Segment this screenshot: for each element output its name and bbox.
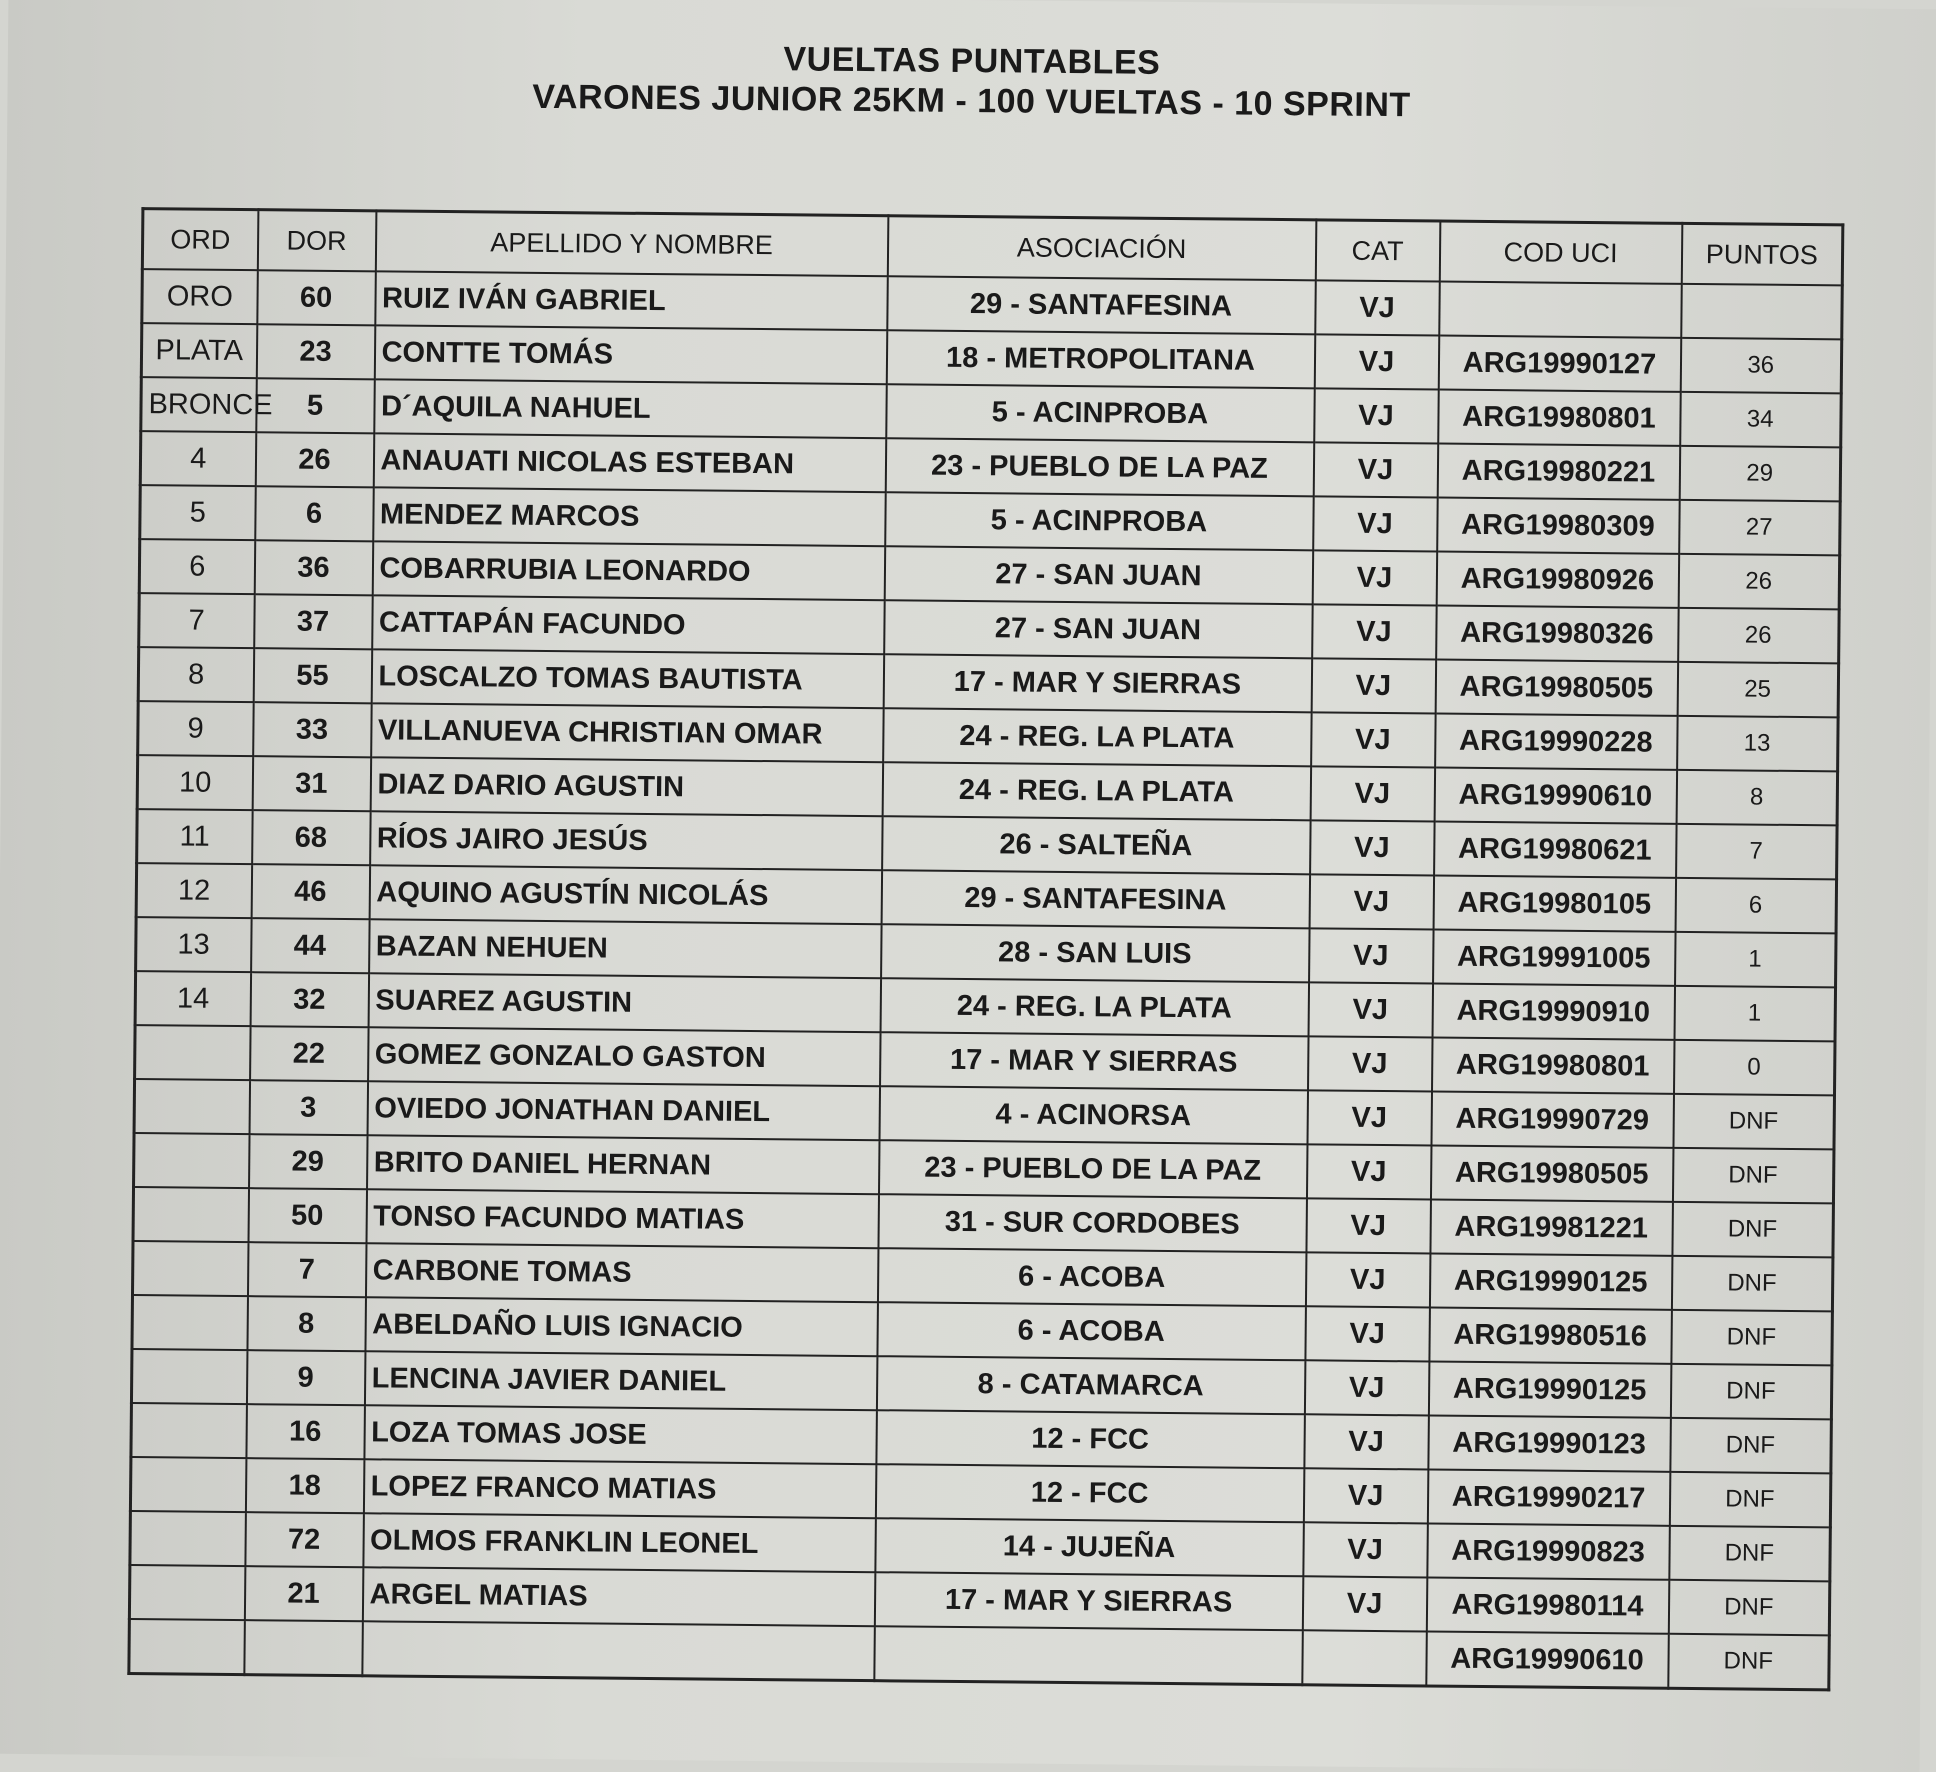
header-cat: CAT: [1315, 220, 1440, 282]
cell-cod-uci: ARG19980105: [1433, 876, 1676, 932]
cell-ord: 10: [137, 755, 253, 810]
cell-puntos: DNF: [1668, 1580, 1830, 1636]
cell-dor: 21: [244, 1566, 363, 1621]
cell-name: CARBONE TOMAS: [365, 1243, 877, 1302]
cell-puntos: DNF: [1672, 1148, 1834, 1204]
cell-name: RUIZ IVÁN GABRIEL: [375, 271, 887, 330]
cell-ord: 14: [135, 971, 251, 1026]
cell-dor: 16: [246, 1404, 365, 1459]
cell-dor: 22: [250, 1026, 369, 1081]
cell-dor: 26: [255, 432, 374, 487]
cell-puntos: DNF: [1670, 1418, 1832, 1474]
cell-dor: 31: [252, 756, 371, 811]
cell-name: [362, 1621, 874, 1680]
cell-ord: BRONCE: [141, 377, 257, 432]
cell-puntos: 6: [1675, 878, 1837, 934]
cell-puntos: DNF: [1668, 1634, 1830, 1690]
cell-asociacion: 4 - ACINORSA: [879, 1086, 1307, 1144]
header-cod-uci: COD UCI: [1439, 221, 1682, 284]
cell-cod-uci: ARG19980926: [1436, 552, 1679, 608]
cell-asociacion: 28 - SAN LUIS: [881, 924, 1309, 982]
cell-cod-uci: ARG19990125: [1429, 1253, 1672, 1309]
cell-cat: [1302, 1630, 1427, 1686]
cell-cat: VJ: [1313, 496, 1438, 551]
cell-asociacion: [874, 1626, 1303, 1685]
cell-ord: 6: [139, 539, 255, 594]
cell-asociacion: 23 - PUEBLO DE LA PAZ: [878, 1140, 1306, 1198]
cell-cod-uci: ARG19981221: [1430, 1199, 1673, 1255]
cell-puntos: DNF: [1673, 1094, 1835, 1150]
cell-asociacion: 5 - ACINPROBA: [886, 384, 1314, 442]
cell-asociacion: 24 - REG. LA PLATA: [880, 978, 1308, 1036]
cell-cod-uci: ARG19980801: [1438, 390, 1681, 446]
cell-asociacion: 8 - CATAMARCA: [876, 1356, 1304, 1414]
cell-name: CATTAPÁN FACUNDO: [372, 595, 884, 654]
cell-dor: 68: [252, 810, 371, 865]
cell-cat: VJ: [1304, 1414, 1429, 1469]
cell-cod-uci: ARG19990127: [1438, 336, 1681, 392]
cell-dor: 5: [256, 378, 375, 433]
cell-ord: 5: [140, 485, 256, 540]
cell-cat: VJ: [1315, 280, 1440, 335]
cell-asociacion: 23 - PUEBLO DE LA PAZ: [885, 438, 1313, 496]
cell-cat: VJ: [1307, 1090, 1432, 1145]
cell-ord: [129, 1619, 245, 1675]
cell-dor: 44: [251, 918, 370, 973]
cell-asociacion: 5 - ACINPROBA: [885, 492, 1313, 550]
cell-ord: 12: [136, 863, 252, 918]
cell-cat: VJ: [1303, 1522, 1428, 1577]
cell-cod-uci: ARG19990125: [1428, 1361, 1671, 1417]
cell-asociacion: 17 - MAR Y SIERRAS: [880, 1032, 1308, 1090]
cell-cat: VJ: [1305, 1252, 1430, 1307]
cell-asociacion: 24 - REG. LA PLATA: [882, 762, 1310, 820]
cell-name: LOSCALZO TOMAS BAUTISTA: [371, 649, 883, 708]
cell-asociacion: 18 - METROPOLITANA: [886, 330, 1314, 388]
cell-dor: 18: [245, 1458, 364, 1513]
cell-asociacion: 17 - MAR Y SIERRAS: [874, 1572, 1302, 1630]
cell-puntos: DNF: [1671, 1310, 1833, 1366]
cell-cod-uci: ARG19990610: [1434, 768, 1677, 824]
cell-ord: [135, 1025, 251, 1080]
cell-cat: VJ: [1314, 388, 1439, 443]
cell-cod-uci: ARG19990910: [1432, 984, 1675, 1040]
cell-cod-uci: ARG19990729: [1431, 1091, 1674, 1147]
cell-puntos: 26: [1678, 608, 1840, 664]
cell-ord: [132, 1241, 248, 1296]
cell-cat: VJ: [1309, 928, 1434, 983]
cell-name: VILLANUEVA CHRISTIAN OMAR: [371, 703, 883, 762]
cell-cod-uci: ARG19991005: [1433, 930, 1676, 986]
cell-asociacion: 27 - SAN JUAN: [884, 600, 1312, 658]
cell-ord: PLATA: [141, 323, 257, 378]
cell-asociacion: 27 - SAN JUAN: [884, 546, 1312, 604]
cell-asociacion: 26 - SALTEÑA: [882, 816, 1310, 874]
cell-cat: VJ: [1312, 550, 1437, 605]
cell-puntos: 7: [1676, 824, 1838, 880]
cell-cod-uci: [1439, 282, 1682, 338]
cell-asociacion: 24 - REG. LA PLATA: [883, 708, 1311, 766]
cell-puntos: 8: [1676, 770, 1838, 826]
cell-cod-uci: ARG19980505: [1435, 660, 1678, 716]
cell-cat: VJ: [1304, 1360, 1429, 1415]
cell-dor: 37: [254, 594, 373, 649]
cell-name: MENDEZ MARCOS: [373, 487, 885, 546]
cell-ord: [132, 1295, 248, 1350]
cell-puntos: DNF: [1671, 1256, 1833, 1312]
cell-cod-uci: ARG19980621: [1434, 822, 1677, 878]
results-table: [127, 207, 1844, 1691]
cell-ord: 11: [137, 809, 253, 864]
cell-dor: 33: [253, 702, 372, 757]
cell-name: TONSO FACUNDO MATIAS: [366, 1189, 878, 1248]
cell-cat: VJ: [1302, 1576, 1427, 1631]
cell-dor: [244, 1620, 363, 1676]
cell-ord: 13: [136, 917, 252, 972]
cell-dor: 9: [246, 1350, 365, 1405]
cell-dor: 60: [257, 270, 376, 325]
cell-dor: 32: [250, 972, 369, 1027]
cell-cat: VJ: [1309, 874, 1434, 929]
cell-cod-uci: ARG19990610: [1426, 1631, 1669, 1688]
cell-name: ARGEL MATIAS: [362, 1567, 874, 1626]
cell-cod-uci: ARG19990217: [1427, 1469, 1670, 1525]
cell-dor: 55: [253, 648, 372, 703]
cell-cat: VJ: [1314, 334, 1439, 389]
cell-cat: VJ: [1313, 442, 1438, 497]
cell-ord: [131, 1403, 247, 1458]
cell-cod-uci: ARG19980505: [1430, 1145, 1673, 1201]
cell-cod-uci: ARG19980309: [1437, 498, 1680, 554]
cell-puntos: 36: [1680, 338, 1842, 394]
cell-name: BAZAN NEHUEN: [369, 919, 881, 978]
cell-dor: 50: [248, 1188, 367, 1243]
cell-puntos: DNF: [1669, 1472, 1831, 1528]
cell-cod-uci: ARG19990123: [1428, 1415, 1671, 1471]
cell-ord: [134, 1133, 250, 1188]
cell-cod-uci: ARG19980221: [1437, 444, 1680, 500]
cell-dor: 6: [255, 486, 374, 541]
cell-name: LOPEZ FRANCO MATIAS: [363, 1459, 875, 1518]
cell-dor: 23: [256, 324, 375, 379]
cell-asociacion: 12 - FCC: [876, 1410, 1304, 1468]
cell-puntos: DNF: [1669, 1526, 1831, 1582]
cell-puntos: 13: [1677, 716, 1839, 772]
cell-cod-uci: ARG19980801: [1432, 1037, 1675, 1093]
cell-name: BRITO DANIEL HERNAN: [367, 1135, 879, 1194]
cell-ord: [130, 1457, 246, 1512]
document-subtitle: VARONES JUNIOR 25KM - 100 VUELTAS - 10 SPRINT: [532, 77, 1411, 125]
cell-puntos: DNF: [1670, 1364, 1832, 1420]
cell-name: AQUINO AGUSTÍN NICOLÁS: [369, 865, 881, 924]
cell-name: LENCINA JAVIER DANIEL: [364, 1351, 876, 1410]
cell-puntos: 26: [1678, 554, 1840, 610]
cell-cat: VJ: [1306, 1144, 1431, 1199]
cell-ord: 8: [138, 647, 254, 702]
cell-name: GOMEZ GONZALO GASTON: [368, 1027, 880, 1086]
cell-cat: VJ: [1306, 1198, 1431, 1253]
cell-dor: 3: [249, 1080, 368, 1135]
cell-asociacion: 29 - SANTAFESINA: [887, 276, 1315, 334]
cell-name: ABELDAÑO LUIS IGNACIO: [365, 1297, 877, 1356]
cell-cod-uci: ARG19990823: [1427, 1523, 1670, 1579]
header-puntos: PUNTOS: [1681, 223, 1843, 285]
cell-cat: VJ: [1308, 1036, 1433, 1091]
cell-dor: 8: [247, 1296, 366, 1351]
cell-ord: 4: [140, 431, 256, 486]
cell-puntos: 25: [1677, 662, 1839, 718]
cell-puntos: 1: [1675, 932, 1837, 988]
cell-name: COBARRUBIA LEONARDO: [372, 541, 884, 600]
cell-dor: 36: [254, 540, 373, 595]
cell-ord: [134, 1079, 250, 1134]
cell-dor: 7: [247, 1242, 366, 1297]
cell-cat: VJ: [1312, 604, 1437, 659]
cell-puntos: DNF: [1672, 1202, 1834, 1258]
cell-asociacion: 17 - MAR Y SIERRAS: [883, 654, 1311, 712]
cell-asociacion: 6 - ACOBA: [877, 1248, 1305, 1306]
cell-name: D´AQUILA NAHUEL: [374, 379, 886, 438]
cell-asociacion: 6 - ACOBA: [877, 1302, 1305, 1360]
cell-puntos: [1681, 284, 1843, 340]
cell-name: LOZA TOMAS JOSE: [364, 1405, 876, 1464]
cell-puntos: 0: [1673, 1040, 1835, 1096]
cell-puntos: 34: [1680, 392, 1842, 448]
cell-name: SUAREZ AGUSTIN: [368, 973, 880, 1032]
cell-asociacion: 29 - SANTAFESINA: [881, 870, 1309, 928]
cell-name: DIAZ DARIO AGUSTIN: [370, 757, 882, 816]
cell-dor: 29: [249, 1134, 368, 1189]
cell-ord: [133, 1187, 249, 1242]
cell-puntos: 29: [1679, 446, 1841, 502]
cell-ord: [130, 1511, 246, 1566]
header-dor: DOR: [257, 210, 376, 272]
cell-dor: 72: [245, 1512, 364, 1567]
cell-dor: 46: [251, 864, 370, 919]
cell-ord: [129, 1565, 245, 1620]
cell-cat: VJ: [1311, 712, 1436, 767]
cell-asociacion: 31 - SUR CORDOBES: [878, 1194, 1306, 1252]
table-body: [129, 269, 1842, 1690]
cell-cat: VJ: [1310, 820, 1435, 875]
cell-name: OVIEDO JONATHAN DANIEL: [367, 1081, 879, 1140]
cell-cat: VJ: [1310, 766, 1435, 821]
cell-ord: [131, 1349, 247, 1404]
cell-cod-uci: ARG19980114: [1426, 1577, 1669, 1633]
cell-cod-uci: ARG19990228: [1435, 714, 1678, 770]
cell-ord: ORO: [142, 269, 258, 324]
cell-cod-uci: ARG19980516: [1429, 1307, 1672, 1363]
header-asociacion: ASOCIACIÓN: [887, 216, 1316, 281]
header-ord: ORD: [142, 209, 258, 271]
cell-ord: 7: [139, 593, 255, 648]
cell-name: OLMOS FRANKLIN LEONEL: [363, 1513, 875, 1572]
cell-name: RÍOS JAIRO JESÚS: [370, 811, 882, 870]
cell-puntos: 27: [1679, 500, 1841, 556]
document-title: VUELTAS PUNTABLES: [783, 40, 1161, 82]
header-name: APELLIDO Y NOMBRE: [375, 211, 888, 276]
cell-cat: VJ: [1305, 1306, 1430, 1361]
cell-name: CONTTE TOMÁS: [374, 325, 886, 384]
cell-asociacion: 12 - FCC: [875, 1464, 1303, 1522]
cell-name: ANAUATI NICOLAS ESTEBAN: [373, 433, 885, 492]
cell-puntos: 1: [1674, 986, 1836, 1042]
cell-cat: VJ: [1311, 658, 1436, 713]
cell-cod-uci: ARG19980326: [1436, 606, 1679, 662]
cell-asociacion: 14 - JUJEÑA: [875, 1518, 1303, 1576]
cell-cat: VJ: [1303, 1468, 1428, 1523]
cell-cat: VJ: [1308, 982, 1433, 1037]
cell-ord: 9: [138, 701, 254, 756]
